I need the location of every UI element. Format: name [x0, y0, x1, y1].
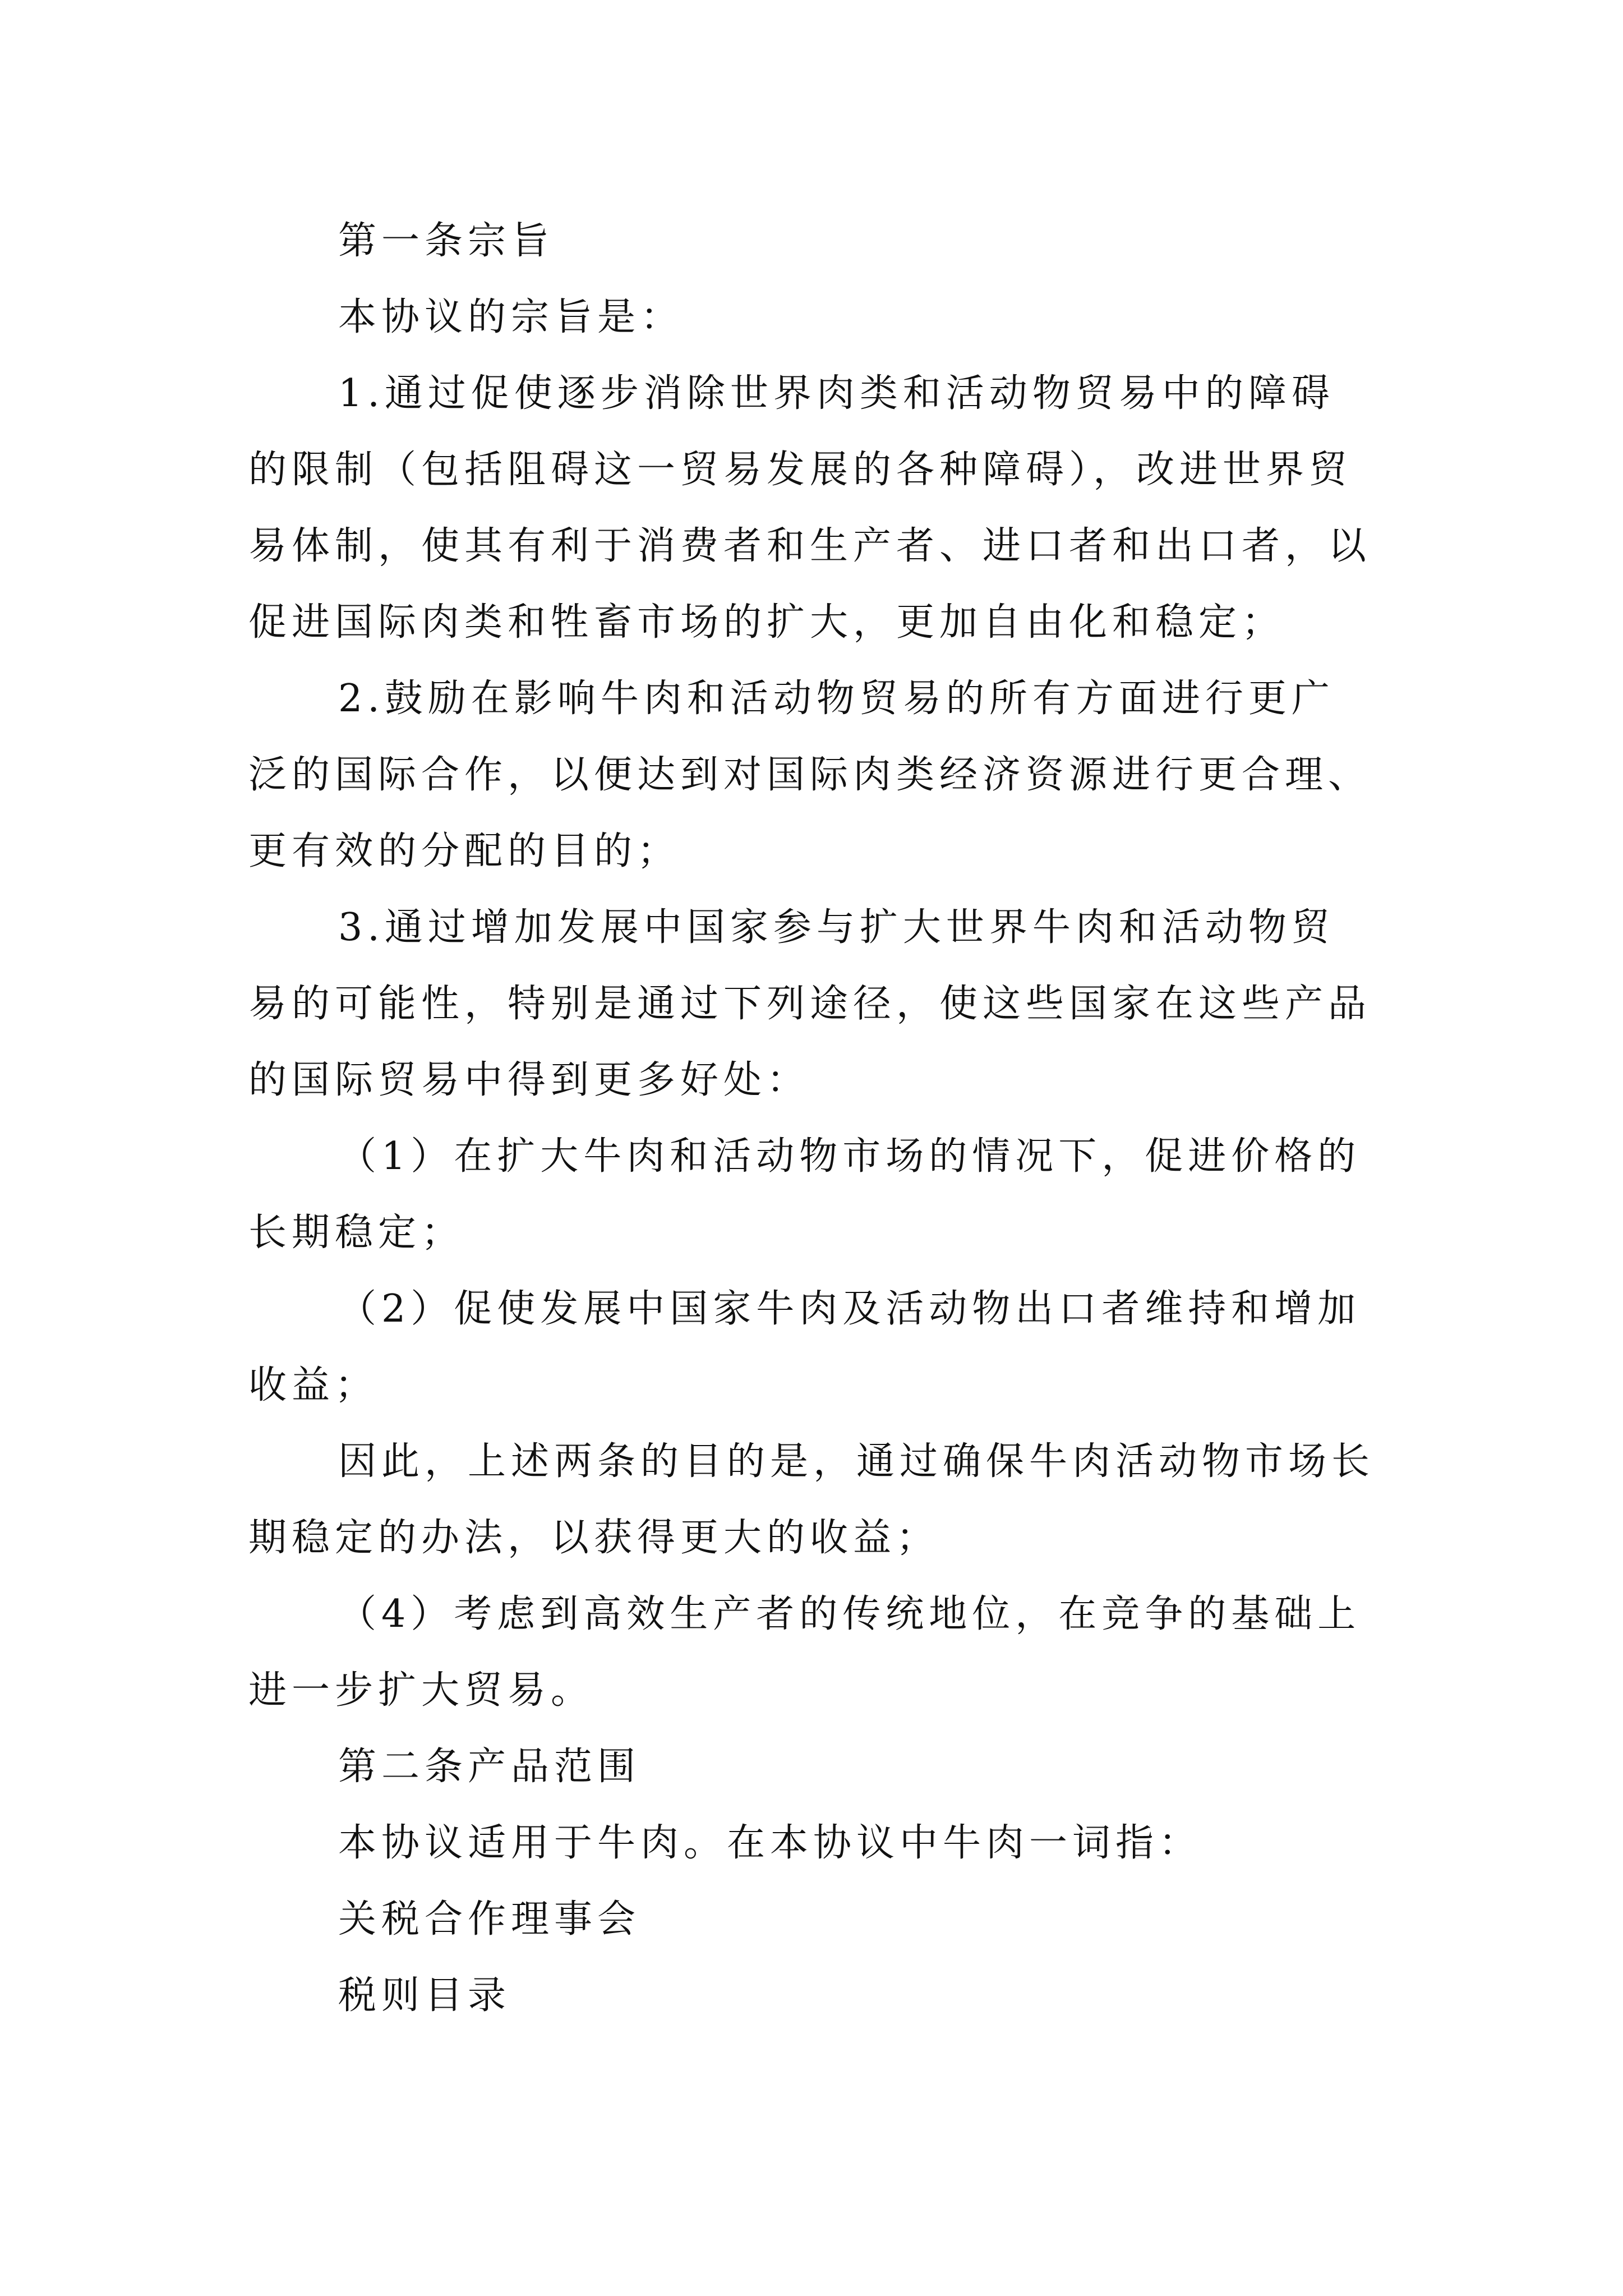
article-heading — [248, 1729, 1426, 1805]
text-line: （4）考虑到高效生产者的传统地位，在竞争的基础上 — [338, 1592, 1361, 1636]
text-line: 税则目录 — [338, 1973, 511, 2018]
text-line: 第二条产品范围 — [338, 1745, 641, 1789]
paragraph — [248, 1881, 1426, 1958]
text-line: 本协议适用于牛肉。在本协议中牛肉一词指： — [338, 1821, 1202, 1865]
text-line: （2）促使发展中国家牛肉及活动物出口者维持和增加 — [338, 1287, 1361, 1331]
text-line: 3.通过增加发展中国家参与扩大世界牛肉和活动物贸 — [338, 905, 1335, 950]
text-line: 的国际贸易中得到更多好处： — [248, 1058, 810, 1102]
text-line: 1.通过促使逐步消除世界肉类和活动物贸易中的障碍 — [338, 371, 1335, 416]
article-heading — [248, 203, 1426, 279]
paragraph — [248, 356, 1426, 661]
paragraph — [248, 1576, 1426, 1729]
text-line: 易的可能性，特别是通过下列途径，使这些国家在这些产品 — [248, 982, 1372, 1026]
paragraph — [248, 1958, 1426, 2034]
text-line: 2.鼓励在影响牛肉和活动物贸易的所有方面进行更广 — [338, 677, 1335, 721]
paragraph — [248, 1424, 1426, 1576]
text-line: 易体制，使其有利于消费者和生产者、进口者和出口者，以 — [248, 524, 1372, 568]
text-line: 关税合作理事会 — [338, 1897, 641, 1941]
text-line: 期稳定的办法，以获得更大的收益； — [248, 1516, 940, 1560]
paragraph — [248, 1805, 1426, 1881]
text-line: 本协议的宗旨是： — [338, 295, 684, 339]
document-body — [248, 203, 1426, 2034]
paragraph — [248, 661, 1426, 890]
paragraph — [248, 279, 1426, 356]
paragraph — [248, 1119, 1426, 1271]
text-line: 收益； — [248, 1363, 379, 1407]
text-line: 的限制（包括阻碍这一贸易发展的各种障碍），改进世界贸 — [248, 448, 1353, 492]
text-line: 泛的国际合作，以便达到对国际肉类经济资源进行更合理、 — [248, 753, 1372, 797]
text-line: 进一步扩大贸易。 — [248, 1668, 594, 1713]
text-line: 促进国际肉类和牲畜市场的扩大，更加自由化和稳定； — [248, 600, 1285, 645]
text-line: 因此，上述两条的目的是，通过确保牛肉活动物市场长 — [338, 1439, 1375, 1484]
text-line: 第一条宗旨 — [338, 219, 555, 263]
paragraph — [248, 1271, 1426, 1424]
text-line: 长期稳定； — [248, 1211, 465, 1255]
text-line: （1）在扩大牛肉和活动物市场的情况下，促进价格的 — [338, 1134, 1361, 1179]
text-line: 更有效的分配的目的； — [248, 829, 681, 873]
paragraph — [248, 890, 1426, 1119]
